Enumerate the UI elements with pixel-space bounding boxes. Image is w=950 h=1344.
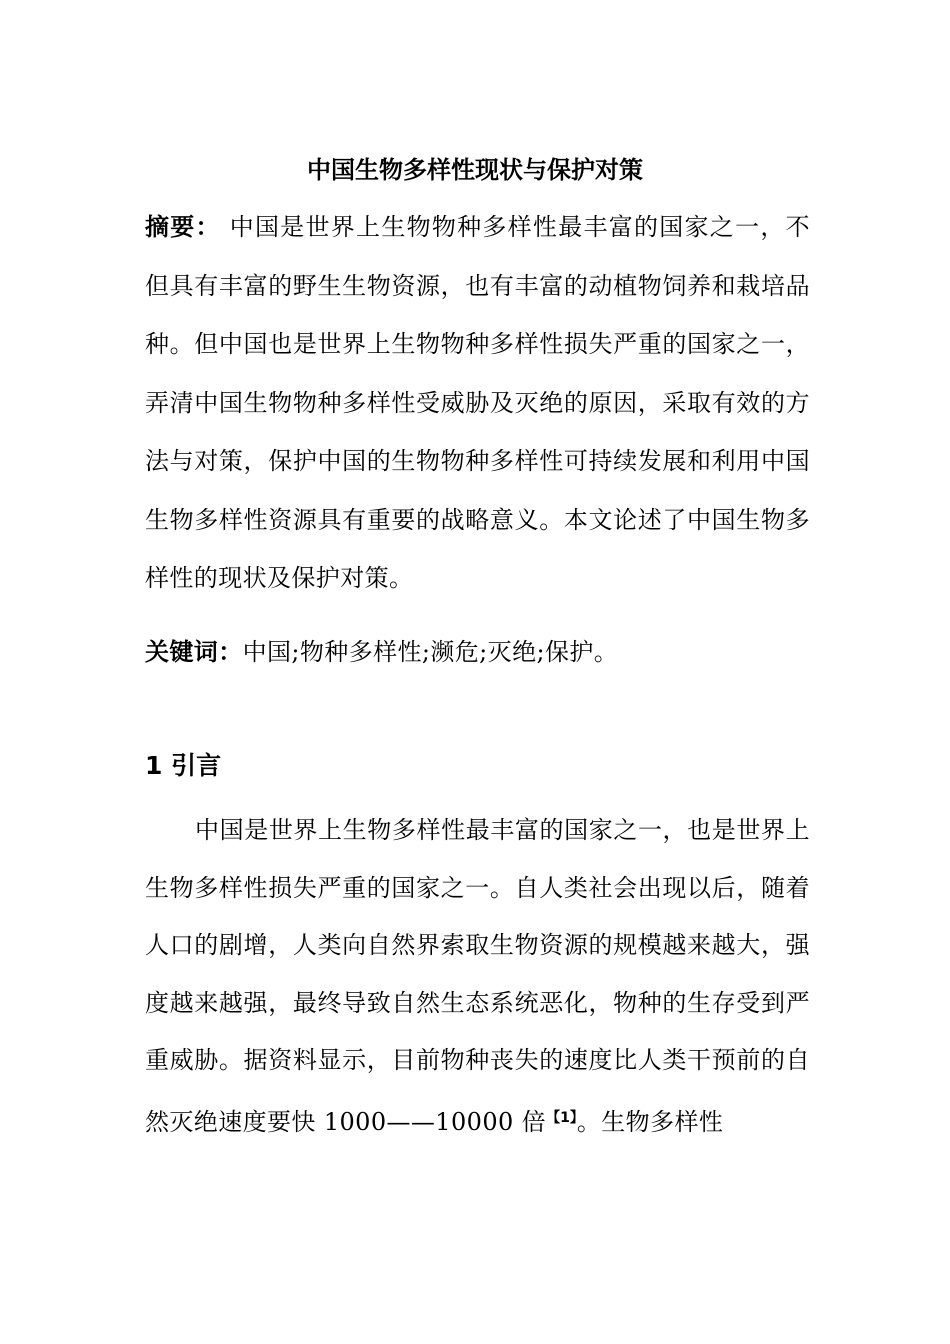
introduction-paragraph [145, 802, 810, 1151]
introduction-text-continued: 。生物多样性 [576, 1107, 724, 1136]
abstract-paragraph [145, 198, 810, 608]
section-heading-introduction: 1 引言 [145, 751, 222, 780]
document-title: 中国生物多样性现状与保护对策 [307, 156, 643, 184]
keywords-label: 关键词： [145, 638, 243, 666]
introduction-text: 中国是世界上生物多样性最丰富的国家之一，也是世界上生物多样性损失严重的国家之一。自人类社会出现以后，随着人口的剧增，人类向自然界索取生物资源的规模越来越大，强度越来越强，最终导致自然生态系统恶化，物种的生存受到严重威胁。据资料显示，目前物种丧失的速度比人类干预前的自然灭绝速度要快 1000——10000 倍 [145, 816, 810, 1136]
abstract-label: 摘要： [145, 213, 221, 241]
keywords-text: 中国;物种多样性;濒危;灭绝;保护。 [242, 638, 619, 666]
citation-marker: 【1】 [546, 1109, 577, 1126]
keywords-line [145, 631, 810, 673]
abstract-text: 中国是世界上生物物种多样性最丰富的国家之一，不但具有丰富的野生生物资源，也有丰富的动植物饲养和栽培品种。但中国也是世界上生物物种多样性损失严重的国家之一，弄清中国生物物种多样性受威胁及灭绝的原因，采取有效的方法与对策，保护中国的生物物种多样性可持续发展和利用中国生物多样性资源具有重要的战略意义。本文论述了中国生物多样性的现状及保护对策。 [145, 213, 810, 592]
